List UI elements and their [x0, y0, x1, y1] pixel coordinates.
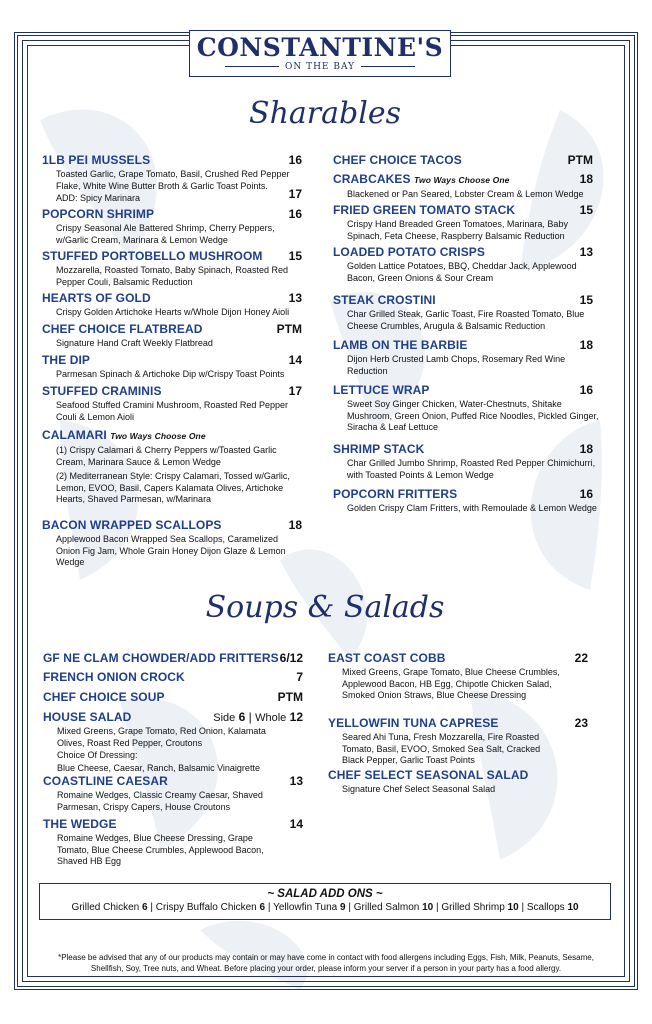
item-name-text: FRIED GREEN TOMATO STACK	[333, 203, 516, 217]
menu-item	[333, 172, 587, 201]
item-name-text: STUFFED CRAMINIS	[42, 384, 162, 398]
add-on-price: 10	[567, 902, 579, 913]
restaurant-logo	[189, 30, 451, 77]
menu-item	[333, 338, 587, 377]
menu-item	[43, 670, 297, 685]
whole-price: 12	[289, 710, 303, 724]
item-name	[333, 383, 587, 398]
add-on-separator: |	[521, 902, 525, 913]
item-price: 18	[579, 172, 593, 186]
item-name-text: LETTUCE WRAP	[333, 383, 430, 397]
item-description: Applewood Bacon Wrapped Sea Scallops, Caramelized Onion Fig Jam, Whole Grain Honey Dijon Glaze & Lemon Wedge	[56, 534, 286, 567]
item-name-text: CHEF CHOICE SOUP	[43, 690, 165, 704]
add-on-price: 10	[507, 902, 519, 913]
add-on-label: Yellowfin Tuna	[273, 902, 338, 913]
add-on-separator: |	[267, 902, 271, 913]
item-name-text: SHRIMP STACK	[333, 442, 425, 456]
item-price: 13	[289, 774, 303, 788]
item-note: Two Ways Choose One	[110, 431, 206, 441]
item-price: 18	[579, 442, 593, 456]
item-description: Parmesan Spinach & Artichoke Dip w/Crispy Toast Points	[56, 369, 285, 379]
menu-item	[43, 817, 297, 868]
item-name-text: THE WEDGE	[43, 817, 117, 831]
item-name-text: 1LB PEI MUSSELS	[42, 153, 151, 167]
item-name	[42, 207, 296, 222]
item-name	[42, 384, 296, 399]
item-name	[333, 293, 587, 308]
item-price: 15	[579, 203, 593, 217]
item-price: PTM	[567, 153, 593, 167]
menu-item	[43, 690, 297, 705]
item-description: Seared Ahi Tuna, Fresh Mozzarella, Fire Roasted Tomato, Basil, EVOO, Smoked Sea Salt, Cracked Black Pepper, Garlic Toast Points	[342, 732, 541, 765]
menu-item	[42, 153, 296, 205]
item-name	[43, 817, 297, 832]
item-description: Char Grilled Jumbo Shrimp, Roasted Red Pepper Chimichurri, with Toasted Points & Lemon Wedge	[347, 458, 596, 480]
menu-item	[333, 487, 597, 515]
add-on-label: Grilled Chicken	[71, 902, 140, 913]
item-description: Seafood Stuffed Cramini Mushroom, Roasted Red Pepper Couli & Lemon Aioli	[56, 400, 288, 422]
item-name-text: CRABCAKES	[333, 172, 411, 186]
item-price: 15	[579, 293, 593, 307]
item-name-text: CHEF CHOICE FLATBREAD	[42, 322, 203, 336]
add-on-price: 10	[422, 902, 434, 913]
item-description: Golden Crispy Clam Fritters, with Remoulade & Lemon Wedge	[347, 503, 597, 513]
item-description: (2) Mediterranean Style: Crispy Calamari, Tossed w/Garlic, Lemon, EVOO, Basil, Capers Kalamata Olives, Artichoke Hearts, Shaved Parmesan, w/Marinara	[56, 471, 290, 504]
item-size-prices	[213, 710, 303, 726]
item-name-text: THE DIP	[42, 353, 91, 367]
menu-item	[333, 383, 599, 434]
item-name	[333, 153, 587, 168]
item-name-text: POPCORN SHRIMP	[42, 207, 155, 221]
item-description: Golden Lattice Potatoes, BBQ, Cheddar Jack, Applewood Bacon, Green Onions & Sour Cream	[347, 261, 577, 283]
logo-name: CONSTANTINE'S	[196, 33, 444, 62]
item-name-text: CHEF SELECT SEASONAL SALAD	[328, 768, 529, 782]
allergen-disclaimer: *Please be advised that any of our products may contain or may have come in contact with food allergens including Eggs, Fish, Milk, Peanuts, Sesame, Shellfish, Soy, Tree nuts, and Wheat. Before placing your order, please inform your server if a person in your party has a food allergy.	[58, 953, 594, 973]
item-price: 22	[574, 651, 588, 665]
item-name-text: COASTLINE CAESAR	[43, 774, 168, 788]
item-price: 14	[289, 817, 303, 831]
item-name	[43, 774, 297, 789]
menu-item	[333, 153, 587, 168]
item-description: Mozzarella, Roasted Tomato, Baby Spinach, Roasted Red Pepper Couli, Balsamic Reduction	[56, 265, 288, 287]
item-description: Mixed Greens, Grape Tomato, Red Onion, Kalamata Olives, Roast Red Pepper, Croutons	[57, 726, 266, 748]
item-name-text: CHEF CHOICE TACOS	[333, 153, 462, 167]
item-description: Choice Of Dressing:	[57, 750, 138, 760]
side-label: Side	[213, 712, 236, 724]
add-on-price: 9	[340, 902, 346, 913]
item-name	[42, 153, 296, 168]
item-price: 13	[288, 291, 302, 305]
item-name-text: YELLOWFIN TUNA CAPRESE	[328, 716, 499, 730]
item-description: Romaine Wedges, Classic Creamy Caesar, Shaved Parmesan, Crispy Capers, House Croutons	[57, 790, 263, 812]
menu-item	[43, 651, 297, 666]
item-description: Dijon Herb Crusted Lamb Chops, Rosemary Red Wine Reduction	[347, 354, 566, 376]
item-price: 16	[288, 207, 302, 221]
side-price: 6	[238, 710, 246, 724]
item-price: 18	[579, 338, 593, 352]
item-description: Crispy Hand Breaded Green Tomatoes, Marinara, Baby Spinach, Feta Cheese, Raspberry Balsamic Reduction	[347, 219, 568, 241]
item-name	[42, 353, 296, 368]
item-name	[328, 768, 582, 783]
menu-item	[328, 768, 582, 796]
menu-item	[43, 774, 297, 813]
item-description: Toasted Garlic, Grape Tomato, Basil, Crushed Red Pepper Flake, White Wine Butter Broth & Garlic Toast Points.	[56, 169, 290, 191]
item-price: 15	[288, 249, 302, 263]
item-note: Two Ways Choose One	[414, 175, 510, 185]
item-name-text: CALAMARI	[42, 428, 107, 442]
item-name-text: HEARTS OF GOLD	[42, 291, 151, 305]
item-name-text: POPCORN FRITTERS	[333, 487, 458, 501]
add-on-label: Grilled Salmon	[353, 902, 420, 913]
price-separator: |	[248, 710, 252, 724]
menu-item	[42, 518, 296, 569]
item-description: Char Grilled Steak, Garlic Toast, Fire Roasted Tomato, Blue Cheese Crumbles, Arugula & Balsamic Reduction	[347, 309, 585, 331]
menu-item	[42, 353, 296, 381]
add-on-label: Scallops	[526, 902, 565, 913]
item-name	[43, 670, 297, 685]
menu-item	[42, 322, 296, 350]
item-name	[328, 651, 582, 666]
item-description: ADD: Spicy Marinara	[56, 193, 141, 203]
item-name-text: STEAK CROSTINI	[333, 293, 436, 307]
item-name-text: LAMB ON THE BARBIE	[333, 338, 468, 352]
item-price: 17	[288, 384, 302, 398]
item-price: 23	[574, 716, 588, 730]
item-name	[42, 428, 296, 444]
item-description: (1) Crispy Calamari & Cherry Peppers w/Toasted Garlic Cream, Marinara Sauce & Lemon Wedge	[56, 445, 277, 467]
item-description: Signature Hand Craft Weekly Flatbread	[56, 338, 213, 348]
item-name	[42, 249, 296, 264]
salad-add-ons-list	[40, 901, 610, 915]
menu-item	[42, 291, 296, 319]
item-name-text: LOADED POTATO CRISPS	[333, 245, 486, 259]
menu-item	[42, 428, 296, 506]
item-name	[333, 172, 587, 188]
add-on-separator: |	[150, 902, 153, 913]
item-price: 7	[296, 670, 303, 684]
item-name	[328, 716, 582, 731]
item-name	[333, 442, 587, 457]
menu-item	[333, 442, 596, 481]
salad-add-ons-title: ~ SALAD ADD ONS ~	[267, 888, 383, 900]
item-price: 18	[288, 518, 302, 532]
item-name	[43, 651, 297, 666]
item-name	[333, 245, 587, 260]
add-on-label: Grilled Shrimp	[441, 902, 505, 913]
item-price: 6/12	[279, 651, 303, 665]
item-name	[42, 291, 296, 306]
item-price: PTM	[276, 322, 302, 336]
item-price: 16	[579, 383, 593, 397]
item-description: Signature Chef Select Seasonal Salad	[342, 784, 496, 794]
item-name-text: STUFFED PORTOBELLO MUSHROOM	[42, 249, 263, 263]
sharables-heading: Sharables	[249, 96, 401, 131]
add-on-separator: |	[436, 902, 439, 913]
soups-salads-heading: Soups & Salads	[205, 590, 445, 625]
add-on-price: 6	[142, 902, 148, 913]
item-name-text: BACON WRAPPED SCALLOPS	[42, 518, 222, 532]
add-on-price: 6	[259, 902, 266, 913]
item-description: Blackened or Pan Seared, Lobster Cream & Lemon Wedge	[347, 189, 584, 199]
whole-label: Whole	[255, 712, 287, 724]
menu-item	[333, 293, 587, 332]
item-name	[333, 487, 587, 502]
item-description: Sweet Soy Ginger Chicken, Water-Chestnuts, Shitake Mushroom, Green Onion, Puffed Rice Noodles, Pickled Ginger, Siracha & Leaf Lettuce	[347, 399, 599, 432]
item-description: Crispy Golden Artichoke Hearts w/Whole Dijon Honey Aioli	[56, 307, 290, 317]
item-name	[42, 518, 296, 533]
item-description: Blue Cheese, Caesar, Ranch, Balsamic Vinaigrette	[57, 762, 260, 773]
menu-item	[42, 384, 296, 423]
menu-item	[333, 245, 587, 284]
item-name	[333, 338, 587, 353]
item-name-text: FRENCH ONION CROCK	[43, 670, 185, 684]
item-name	[42, 322, 296, 337]
add-on-label: Crispy Buffalo Chicken	[155, 902, 257, 913]
menu-item	[42, 249, 296, 288]
item-extra-price: 17	[288, 187, 302, 201]
item-price: 14	[288, 353, 302, 367]
item-description: Romaine Wedges, Blue Cheese Dressing, Grape Tomato, Blue Cheese Crumbles, Applewood Bacon, Shaved HB Egg	[57, 833, 264, 866]
menu-item	[328, 651, 582, 702]
logo-subtitle: ON THE BAY	[190, 61, 450, 73]
menu-item	[328, 716, 582, 767]
item-price: 13	[579, 245, 593, 259]
item-price: PTM	[277, 690, 303, 704]
item-price: 16	[288, 153, 302, 167]
item-name-text: HOUSE SALAD	[43, 710, 132, 724]
salad-add-ons-box	[39, 883, 611, 920]
menu-item	[42, 207, 296, 246]
item-name-text: GF NE CLAM CHOWDER/ADD FRITTERS	[43, 651, 279, 665]
item-name	[333, 203, 587, 218]
item-description: Mixed Greens, Grape Tomato, Blue Cheese Crumbles, Applewood Bacon, HB Egg, Chipotle Chicken Salad, Smoked Onion Straws, Blue Cheese Dressing	[342, 667, 560, 700]
item-description: Crispy Seasonal Ale Battered Shrimp, Cherry Peppers, w/Garlic Cream, Marinara & Lemon Wedge	[56, 223, 275, 245]
menu-item	[333, 203, 587, 242]
item-price: 16	[579, 487, 593, 501]
item-name	[43, 690, 297, 705]
item-name-text: EAST COAST COBB	[328, 651, 446, 665]
add-on-separator: |	[348, 902, 351, 913]
